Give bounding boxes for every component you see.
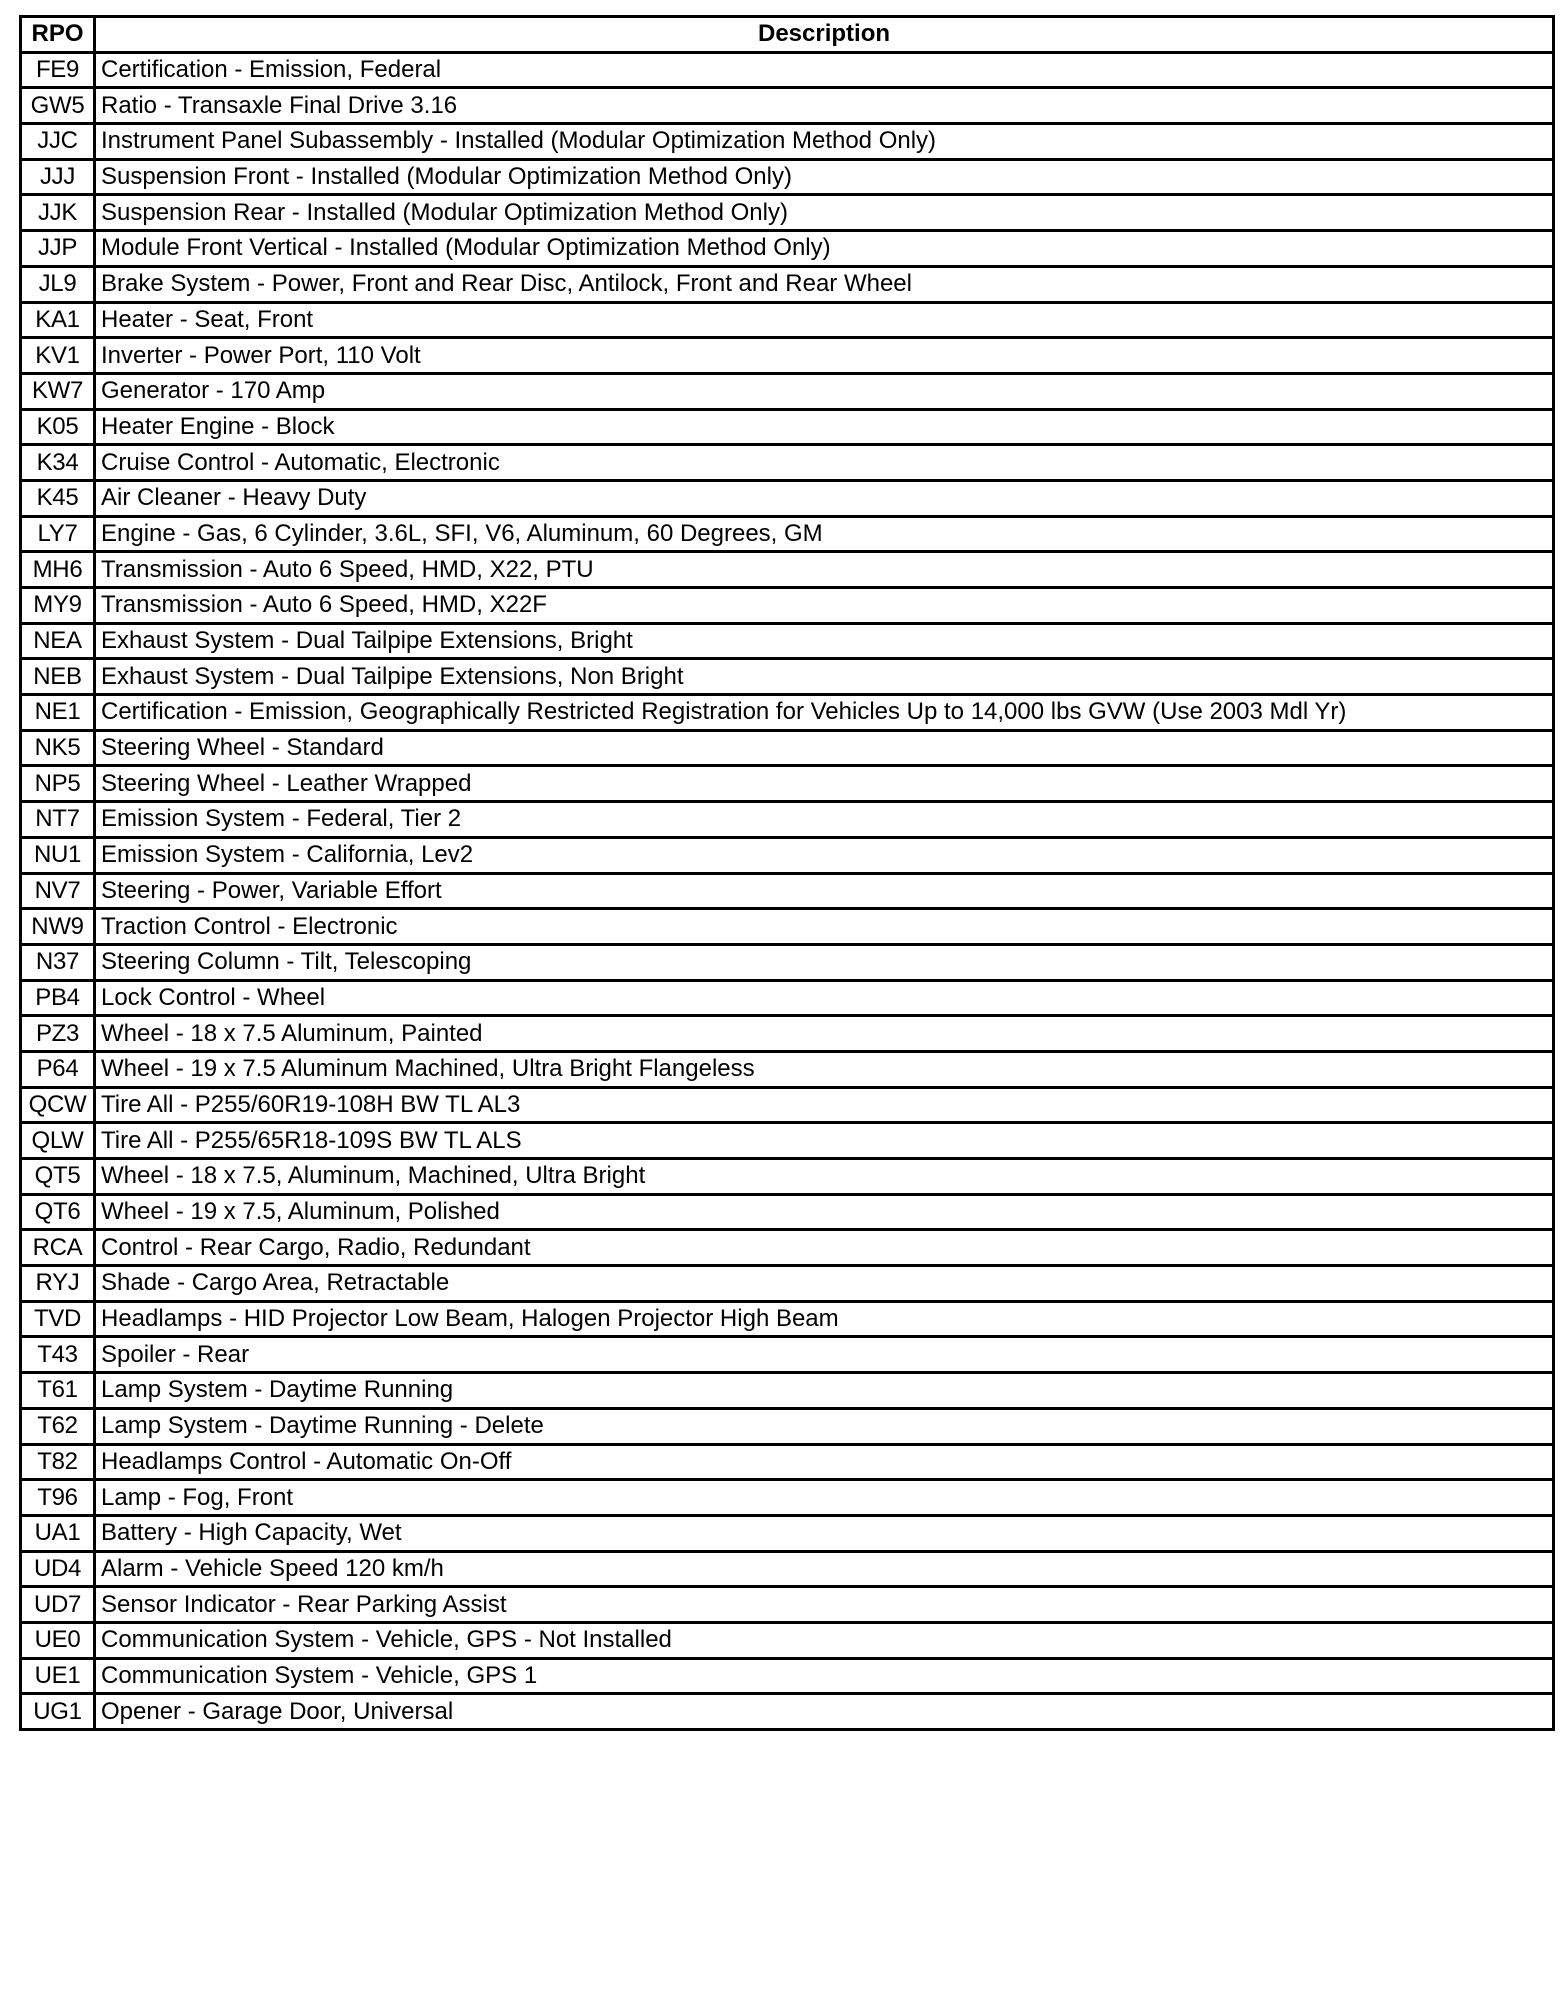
description-cell: Suspension Rear - Installed (Modular Optimization Method Only) xyxy=(95,195,1554,231)
rpo-code-cell: PB4 xyxy=(21,980,95,1016)
rpo-code-cell: T62 xyxy=(21,1408,95,1444)
description-cell: Communication System - Vehicle, GPS - Not Installed xyxy=(95,1622,1554,1658)
rpo-code-cell: P64 xyxy=(21,1051,95,1087)
description-cell: Transmission - Auto 6 Speed, HMD, X22, PTU xyxy=(95,552,1554,588)
rpo-code-cell: K34 xyxy=(21,445,95,481)
table-row xyxy=(21,1194,1554,1230)
table-row xyxy=(21,1444,1554,1480)
table-row xyxy=(21,730,1554,766)
table-row xyxy=(21,909,1554,945)
table-row xyxy=(21,837,1554,873)
description-cell: Alarm - Vehicle Speed 120 km/h xyxy=(95,1551,1554,1587)
table-row xyxy=(21,445,1554,481)
table-row xyxy=(21,1087,1554,1123)
description-cell: Ratio - Transaxle Final Drive 3.16 xyxy=(95,88,1554,124)
description-cell: Heater Engine - Block xyxy=(95,409,1554,445)
rpo-code-cell: JL9 xyxy=(21,266,95,302)
rpo-code-cell: NT7 xyxy=(21,802,95,838)
description-cell: Wheel - 19 x 7.5, Aluminum, Polished xyxy=(95,1194,1554,1230)
description-cell: Headlamps - HID Projector Low Beam, Halogen Projector High Beam xyxy=(95,1301,1554,1337)
table-row xyxy=(21,1266,1554,1302)
table-row xyxy=(21,1337,1554,1373)
rpo-code-cell: T43 xyxy=(21,1337,95,1373)
table-row xyxy=(21,1658,1554,1694)
rpo-code-cell: UD7 xyxy=(21,1587,95,1623)
table-row xyxy=(21,516,1554,552)
rpo-code-cell: K45 xyxy=(21,480,95,516)
rpo-code-cell: QT6 xyxy=(21,1194,95,1230)
description-cell: Exhaust System - Dual Tailpipe Extensions, Bright xyxy=(95,623,1554,659)
rpo-code-cell: FE9 xyxy=(21,52,95,88)
table-row xyxy=(21,1230,1554,1266)
rpo-table-container xyxy=(19,15,1552,1731)
rpo-code-cell: NW9 xyxy=(21,909,95,945)
table-row xyxy=(21,231,1554,267)
rpo-code-cell: KV1 xyxy=(21,338,95,374)
table-row xyxy=(21,159,1554,195)
description-cell: Wheel - 19 x 7.5 Aluminum Machined, Ultra Bright Flangeless xyxy=(95,1051,1554,1087)
table-row xyxy=(21,266,1554,302)
rpo-code-cell: TVD xyxy=(21,1301,95,1337)
description-cell: Inverter - Power Port, 110 Volt xyxy=(95,338,1554,374)
description-cell: Instrument Panel Subassembly - Installed (Modular Optimization Method Only) xyxy=(95,124,1554,160)
description-cell: Battery - High Capacity, Wet xyxy=(95,1515,1554,1551)
description-cell: Steering Wheel - Standard xyxy=(95,730,1554,766)
table-row xyxy=(21,124,1554,160)
table-row xyxy=(21,52,1554,88)
rpo-code-cell: NEB xyxy=(21,659,95,695)
table-row xyxy=(21,980,1554,1016)
rpo-code-cell: NEA xyxy=(21,623,95,659)
rpo-code-cell: T61 xyxy=(21,1373,95,1409)
description-cell: Lamp System - Daytime Running xyxy=(95,1373,1554,1409)
rpo-code-cell: T82 xyxy=(21,1444,95,1480)
rpo-code-cell: NU1 xyxy=(21,837,95,873)
rpo-code-cell: QLW xyxy=(21,1123,95,1159)
rpo-code-cell: NE1 xyxy=(21,695,95,731)
description-cell: Tire All - P255/65R18-109S BW TL ALS xyxy=(95,1123,1554,1159)
description-cell: Certification - Emission, Geographically Restricted Registration for Vehicles Up to 14,000 lbs GVW (Use 2003 Mdl Yr) xyxy=(95,695,1554,731)
description-cell: Steering - Power, Variable Effort xyxy=(95,873,1554,909)
rpo-code-cell: UD4 xyxy=(21,1551,95,1587)
rpo-code-cell: N37 xyxy=(21,944,95,980)
table-row xyxy=(21,944,1554,980)
table-row xyxy=(21,480,1554,516)
description-cell: Transmission - Auto 6 Speed, HMD, X22F xyxy=(95,588,1554,624)
description-cell: Generator - 170 Amp xyxy=(95,373,1554,409)
description-cell: Spoiler - Rear xyxy=(95,1337,1554,1373)
table-header-row xyxy=(21,17,1554,53)
table-row xyxy=(21,588,1554,624)
rpo-code-cell: NP5 xyxy=(21,766,95,802)
description-cell: Brake System - Power, Front and Rear Disc, Antilock, Front and Rear Wheel xyxy=(95,266,1554,302)
rpo-code-cell: QT5 xyxy=(21,1159,95,1195)
table-row xyxy=(21,695,1554,731)
rpo-code-cell: NV7 xyxy=(21,873,95,909)
rpo-code-cell: MH6 xyxy=(21,552,95,588)
table-row xyxy=(21,1123,1554,1159)
rpo-code-cell: NK5 xyxy=(21,730,95,766)
header-description: Description xyxy=(95,17,1554,53)
table-row xyxy=(21,1408,1554,1444)
rpo-code-cell: PZ3 xyxy=(21,1016,95,1052)
table-row xyxy=(21,373,1554,409)
table-row xyxy=(21,1480,1554,1516)
description-cell: Steering Column - Tilt, Telescoping xyxy=(95,944,1554,980)
table-row xyxy=(21,409,1554,445)
rpo-code-cell: JJC xyxy=(21,124,95,160)
table-row xyxy=(21,1051,1554,1087)
table-row xyxy=(21,302,1554,338)
description-cell: Wheel - 18 x 7.5, Aluminum, Machined, Ultra Bright xyxy=(95,1159,1554,1195)
rpo-code-cell: JJK xyxy=(21,195,95,231)
table-row xyxy=(21,88,1554,124)
description-cell: Shade - Cargo Area, Retractable xyxy=(95,1266,1554,1302)
table-body xyxy=(21,52,1554,1729)
description-cell: Opener - Garage Door, Universal xyxy=(95,1694,1554,1730)
table-row xyxy=(21,1622,1554,1658)
description-cell: Certification - Emission, Federal xyxy=(95,52,1554,88)
description-cell: Suspension Front - Installed (Modular Optimization Method Only) xyxy=(95,159,1554,195)
table-row xyxy=(21,1694,1554,1730)
rpo-code-cell: MY9 xyxy=(21,588,95,624)
rpo-code-cell: K05 xyxy=(21,409,95,445)
description-cell: Steering Wheel - Leather Wrapped xyxy=(95,766,1554,802)
description-cell: Module Front Vertical - Installed (Modular Optimization Method Only) xyxy=(95,231,1554,267)
description-cell: Lamp - Fog, Front xyxy=(95,1480,1554,1516)
rpo-code-cell: LY7 xyxy=(21,516,95,552)
description-cell: Air Cleaner - Heavy Duty xyxy=(95,480,1554,516)
rpo-code-cell: UE1 xyxy=(21,1658,95,1694)
table-row xyxy=(21,1159,1554,1195)
rpo-code-cell: KW7 xyxy=(21,373,95,409)
table-row xyxy=(21,1301,1554,1337)
description-cell: Lamp System - Daytime Running - Delete xyxy=(95,1408,1554,1444)
table-row xyxy=(21,1551,1554,1587)
description-cell: Emission System - Federal, Tier 2 xyxy=(95,802,1554,838)
description-cell: Engine - Gas, 6 Cylinder, 3.6L, SFI, V6, Aluminum, 60 Degrees, GM xyxy=(95,516,1554,552)
description-cell: Tire All - P255/60R19-108H BW TL AL3 xyxy=(95,1087,1554,1123)
description-cell: Sensor Indicator - Rear Parking Assist xyxy=(95,1587,1554,1623)
rpo-code-cell: T96 xyxy=(21,1480,95,1516)
description-cell: Lock Control - Wheel xyxy=(95,980,1554,1016)
rpo-code-cell: UA1 xyxy=(21,1515,95,1551)
table-row xyxy=(21,659,1554,695)
header-rpo: RPO xyxy=(21,17,95,53)
rpo-code-cell: GW5 xyxy=(21,88,95,124)
rpo-code-cell: QCW xyxy=(21,1087,95,1123)
description-cell: Cruise Control - Automatic, Electronic xyxy=(95,445,1554,481)
table-row xyxy=(21,1373,1554,1409)
description-cell: Traction Control - Electronic xyxy=(95,909,1554,945)
description-cell: Headlamps Control - Automatic On-Off xyxy=(95,1444,1554,1480)
table-row xyxy=(21,623,1554,659)
description-cell: Control - Rear Cargo, Radio, Redundant xyxy=(95,1230,1554,1266)
rpo-code-cell: UG1 xyxy=(21,1694,95,1730)
table-row xyxy=(21,1016,1554,1052)
table-row xyxy=(21,338,1554,374)
table-row xyxy=(21,766,1554,802)
table-row xyxy=(21,802,1554,838)
rpo-code-cell: UE0 xyxy=(21,1622,95,1658)
table-row xyxy=(21,552,1554,588)
description-cell: Exhaust System - Dual Tailpipe Extensions, Non Bright xyxy=(95,659,1554,695)
table-row xyxy=(21,1515,1554,1551)
rpo-code-cell: RCA xyxy=(21,1230,95,1266)
table-row xyxy=(21,873,1554,909)
table-row xyxy=(21,195,1554,231)
rpo-code-cell: KA1 xyxy=(21,302,95,338)
rpo-table xyxy=(19,15,1555,1731)
rpo-code-cell: RYJ xyxy=(21,1266,95,1302)
description-cell: Heater - Seat, Front xyxy=(95,302,1554,338)
description-cell: Wheel - 18 x 7.5 Aluminum, Painted xyxy=(95,1016,1554,1052)
description-cell: Communication System - Vehicle, GPS 1 xyxy=(95,1658,1554,1694)
description-cell: Emission System - California, Lev2 xyxy=(95,837,1554,873)
rpo-code-cell: JJJ xyxy=(21,159,95,195)
table-row xyxy=(21,1587,1554,1623)
rpo-code-cell: JJP xyxy=(21,231,95,267)
